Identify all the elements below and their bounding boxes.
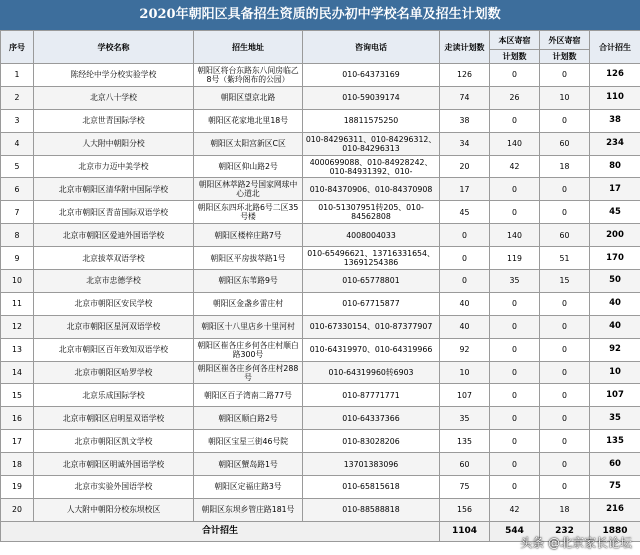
cell-local: 26 xyxy=(490,86,540,109)
cell-other: 18 xyxy=(540,155,590,178)
table-row xyxy=(1,384,640,407)
cell-school: 人大附中朝阳分校东坝校区 xyxy=(34,498,194,521)
cell-seq: 7 xyxy=(1,201,34,224)
cell-phone: 010-65778801 xyxy=(303,270,440,293)
cell-phone: 010-64319970、010-64319966 xyxy=(303,338,440,361)
cell-boarding: 17 xyxy=(440,178,490,201)
cell-phone: 010-84370906、010-84370908 xyxy=(303,178,440,201)
table-row xyxy=(1,476,640,499)
cell-school: 北京市朝阳区哈罗学校 xyxy=(34,361,194,384)
cell-phone: 010-64337366 xyxy=(303,407,440,430)
cell-school: 北京市朝阳区清华附中国际学校 xyxy=(34,178,194,201)
cell-total: 107 xyxy=(590,384,640,407)
cell-address: 朝阳区宝星三街46号院 xyxy=(194,430,303,453)
cell-seq: 18 xyxy=(1,453,34,476)
cell-seq: 2 xyxy=(1,86,34,109)
footer-label: 合计招生 xyxy=(1,521,440,541)
cell-school: 北京市实验外国语学校 xyxy=(34,476,194,499)
table-row xyxy=(1,224,640,247)
cell-local: 0 xyxy=(490,476,540,499)
cell-local: 0 xyxy=(490,361,540,384)
cell-phone: 010-83028206 xyxy=(303,430,440,453)
cell-other: 0 xyxy=(540,384,590,407)
table-row xyxy=(1,453,640,476)
cell-other: 0 xyxy=(540,430,590,453)
cell-total: 45 xyxy=(590,201,640,224)
cell-local: 140 xyxy=(490,224,540,247)
cell-other: 15 xyxy=(540,270,590,293)
cell-address: 朝阳区将台东路东八间房临乙8号（紫玲阁布的公园） xyxy=(194,64,303,87)
table-row xyxy=(1,64,640,87)
cell-total: 110 xyxy=(590,86,640,109)
cell-address: 朝阳区东四环北路6号二区35号楼 xyxy=(194,201,303,224)
cell-seq: 12 xyxy=(1,315,34,338)
cell-total: 170 xyxy=(590,247,640,270)
table-row xyxy=(1,86,640,109)
cell-total: 60 xyxy=(590,453,640,476)
cell-school: 北京市忠德学校 xyxy=(34,270,194,293)
cell-boarding: 0 xyxy=(440,270,490,293)
cell-school: 北京市朝阳区明诚外国语学校 xyxy=(34,453,194,476)
cell-other: 0 xyxy=(540,476,590,499)
cell-total: 17 xyxy=(590,178,640,201)
enrollment-table xyxy=(0,30,640,542)
cell-other: 0 xyxy=(540,361,590,384)
cell-address: 朝阳区楼梓庄路7号 xyxy=(194,224,303,247)
cell-local: 0 xyxy=(490,201,540,224)
table-row xyxy=(1,201,640,224)
cell-boarding: 34 xyxy=(440,132,490,155)
cell-boarding: 75 xyxy=(440,476,490,499)
cell-address: 朝阳区金盏乡雷庄村 xyxy=(194,292,303,315)
cell-seq: 11 xyxy=(1,292,34,315)
cell-school: 北京市朝阳区安民学校 xyxy=(34,292,194,315)
cell-other: 0 xyxy=(540,292,590,315)
cell-local: 0 xyxy=(490,292,540,315)
cell-seq: 14 xyxy=(1,361,34,384)
cell-phone: 010-65815618 xyxy=(303,476,440,499)
cell-seq: 6 xyxy=(1,178,34,201)
footer-boarding: 1104 xyxy=(440,521,490,541)
cell-other: 0 xyxy=(540,407,590,430)
header-local-boarding: 本区寄宿 xyxy=(490,31,540,50)
cell-local: 0 xyxy=(490,430,540,453)
cell-address: 朝阳区顺白路2号 xyxy=(194,407,303,430)
cell-seq: 4 xyxy=(1,132,34,155)
cell-boarding: 92 xyxy=(440,338,490,361)
cell-boarding: 40 xyxy=(440,292,490,315)
cell-total: 40 xyxy=(590,315,640,338)
cell-local: 0 xyxy=(490,109,540,132)
cell-phone: 13701383096 xyxy=(303,453,440,476)
table-row xyxy=(1,361,640,384)
cell-seq: 5 xyxy=(1,155,34,178)
cell-boarding: 74 xyxy=(440,86,490,109)
cell-address: 朝阳区林萃路2号国家网球中心道北 xyxy=(194,178,303,201)
cell-local: 0 xyxy=(490,178,540,201)
table-row xyxy=(1,109,640,132)
cell-total: 216 xyxy=(590,498,640,521)
cell-other: 0 xyxy=(540,201,590,224)
cell-seq: 20 xyxy=(1,498,34,521)
table-row xyxy=(1,498,640,521)
header-boarding: 走读计划数 xyxy=(440,31,490,64)
cell-school: 北京市朝阳区青苗国际双语学校 xyxy=(34,201,194,224)
cell-seq: 15 xyxy=(1,384,34,407)
cell-school: 北京世青国际学校 xyxy=(34,109,194,132)
cell-local: 42 xyxy=(490,155,540,178)
header-school: 学校名称 xyxy=(34,31,194,64)
header-address: 招生地址 xyxy=(194,31,303,64)
cell-address: 朝阳区花家地北里18号 xyxy=(194,109,303,132)
table-row xyxy=(1,132,640,155)
cell-school: 陈经纶中学分校实验学校 xyxy=(34,64,194,87)
header-total: 合计招生 xyxy=(590,31,640,64)
header-seq: 序号 xyxy=(1,31,34,64)
cell-local: 35 xyxy=(490,270,540,293)
cell-phone: 010-64373169 xyxy=(303,64,440,87)
cell-other: 0 xyxy=(540,338,590,361)
cell-seq: 10 xyxy=(1,270,34,293)
cell-seq: 3 xyxy=(1,109,34,132)
cell-school: 北京市朝阳区爱迪外国语学校 xyxy=(34,224,194,247)
cell-boarding: 135 xyxy=(440,430,490,453)
cell-address: 朝阳区仰山路2号 xyxy=(194,155,303,178)
cell-local: 42 xyxy=(490,498,540,521)
cell-seq: 13 xyxy=(1,338,34,361)
table-row xyxy=(1,247,640,270)
cell-other: 60 xyxy=(540,132,590,155)
cell-seq: 16 xyxy=(1,407,34,430)
table-row xyxy=(1,430,640,453)
cell-address: 朝阳区蟹岛路1号 xyxy=(194,453,303,476)
cell-total: 10 xyxy=(590,361,640,384)
cell-other: 60 xyxy=(540,224,590,247)
cell-boarding: 126 xyxy=(440,64,490,87)
cell-address: 朝阳区平房拔萃路1号 xyxy=(194,247,303,270)
cell-boarding: 38 xyxy=(440,109,490,132)
watermark: 头条 @北京家长论坛 xyxy=(520,536,632,550)
cell-phone: 010-84296311、010-84296312、010-84296313 xyxy=(303,132,440,155)
table-title: 2020年朝阳区具备招生资质的民办初中学校名单及招生计划数 xyxy=(0,0,640,30)
cell-total: 80 xyxy=(590,155,640,178)
cell-phone: 010-87771771 xyxy=(303,384,440,407)
cell-address: 朝阳区东苇路9号 xyxy=(194,270,303,293)
cell-phone: 010-88588818 xyxy=(303,498,440,521)
footer-other: 232 xyxy=(540,521,590,541)
cell-local: 140 xyxy=(490,132,540,155)
table-row xyxy=(1,178,640,201)
cell-total: 126 xyxy=(590,64,640,87)
cell-phone: 010-51307951转205、010-84562808 xyxy=(303,201,440,224)
cell-address: 朝阳区百子湾南二路77号 xyxy=(194,384,303,407)
cell-total: 92 xyxy=(590,338,640,361)
cell-boarding: 156 xyxy=(440,498,490,521)
table-row xyxy=(1,338,640,361)
cell-other: 0 xyxy=(540,64,590,87)
cell-address: 朝阳区定福庄路3号 xyxy=(194,476,303,499)
cell-total: 234 xyxy=(590,132,640,155)
cell-seq: 17 xyxy=(1,430,34,453)
cell-boarding: 10 xyxy=(440,361,490,384)
cell-other: 51 xyxy=(540,247,590,270)
table-row xyxy=(1,315,640,338)
cell-local: 0 xyxy=(490,407,540,430)
cell-phone: 010-67330154、010-87377907 xyxy=(303,315,440,338)
table-row xyxy=(1,292,640,315)
cell-local: 0 xyxy=(490,315,540,338)
cell-seq: 8 xyxy=(1,224,34,247)
cell-boarding: 20 xyxy=(440,155,490,178)
cell-total: 200 xyxy=(590,224,640,247)
cell-total: 40 xyxy=(590,292,640,315)
cell-address: 朝阳区望京北路 xyxy=(194,86,303,109)
cell-local: 0 xyxy=(490,453,540,476)
cell-phone: 4008004033 xyxy=(303,224,440,247)
cell-other: 0 xyxy=(540,315,590,338)
cell-address: 朝阳区崔各庄乡何各庄村顺白路300号 xyxy=(194,338,303,361)
cell-total: 135 xyxy=(590,430,640,453)
cell-address: 朝阳区崔各庄乡何各庄村288号 xyxy=(194,361,303,384)
cell-phone: 4000699088、010-84928242、010-84931392、010- xyxy=(303,155,440,178)
cell-phone: 18811575250 xyxy=(303,109,440,132)
cell-phone: 010-59039174 xyxy=(303,86,440,109)
cell-boarding: 60 xyxy=(440,453,490,476)
cell-local: 0 xyxy=(490,384,540,407)
cell-address: 朝阳区十八里店乡十里河村 xyxy=(194,315,303,338)
cell-school: 北京市朝阳区启明星双语学校 xyxy=(34,407,194,430)
cell-school: 北京八十学校 xyxy=(34,86,194,109)
cell-school: 北京市朝阳区星河双语学校 xyxy=(34,315,194,338)
cell-phone: 010-67715877 xyxy=(303,292,440,315)
cell-boarding: 0 xyxy=(440,224,490,247)
cell-local: 0 xyxy=(490,338,540,361)
cell-other: 0 xyxy=(540,453,590,476)
cell-school: 人大附中朝阳分校 xyxy=(34,132,194,155)
cell-other: 18 xyxy=(540,498,590,521)
cell-school: 北京拔萃双语学校 xyxy=(34,247,194,270)
cell-boarding: 107 xyxy=(440,384,490,407)
table-row xyxy=(1,407,640,430)
cell-boarding: 40 xyxy=(440,315,490,338)
cell-other: 0 xyxy=(540,109,590,132)
cell-school: 北京市力迈中美学校 xyxy=(34,155,194,178)
cell-local: 0 xyxy=(490,64,540,87)
header-local-plan: 计划数 xyxy=(490,50,540,64)
cell-seq: 1 xyxy=(1,64,34,87)
cell-total: 38 xyxy=(590,109,640,132)
header-phone: 咨询电话 xyxy=(303,31,440,64)
cell-seq: 19 xyxy=(1,476,34,499)
header-other-plan: 计划数 xyxy=(540,50,590,64)
cell-phone: 010-65496621、13716331654、13691254386 xyxy=(303,247,440,270)
cell-school: 北京乐成国际学校 xyxy=(34,384,194,407)
table-row xyxy=(1,155,640,178)
cell-address: 朝阳区东坝乡管庄路181号 xyxy=(194,498,303,521)
footer-total: 1880 xyxy=(590,521,640,541)
header-other-boarding: 外区寄宿 xyxy=(540,31,590,50)
cell-total: 35 xyxy=(590,407,640,430)
cell-boarding: 0 xyxy=(440,247,490,270)
cell-total: 50 xyxy=(590,270,640,293)
cell-local: 119 xyxy=(490,247,540,270)
cell-boarding: 35 xyxy=(440,407,490,430)
cell-boarding: 45 xyxy=(440,201,490,224)
cell-other: 0 xyxy=(540,178,590,201)
footer-local: 544 xyxy=(490,521,540,541)
cell-other: 10 xyxy=(540,86,590,109)
cell-school: 北京市朝阳区百年致知双语学校 xyxy=(34,338,194,361)
cell-school: 北京市朝阳区凯文学校 xyxy=(34,430,194,453)
cell-total: 75 xyxy=(590,476,640,499)
cell-address: 朝阳区太阳宫新区C区 xyxy=(194,132,303,155)
cell-phone: 010-64319960转6903 xyxy=(303,361,440,384)
table-row xyxy=(1,270,640,293)
cell-seq: 9 xyxy=(1,247,34,270)
